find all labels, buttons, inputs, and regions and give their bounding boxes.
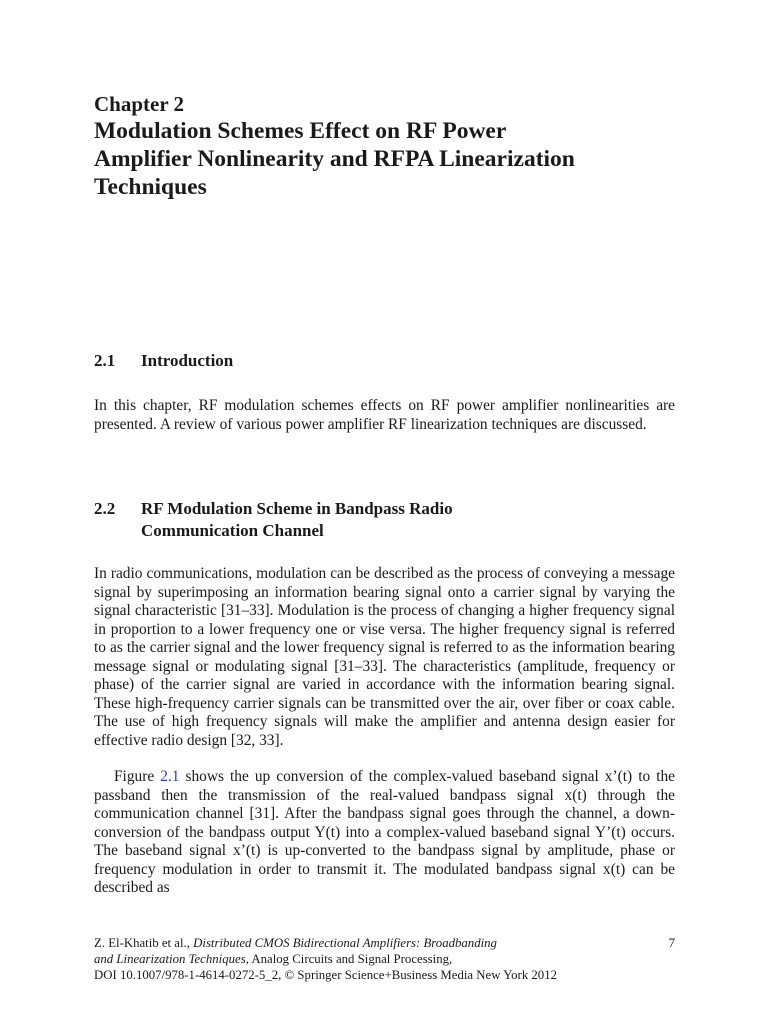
section-title-line: Communication Channel (141, 521, 324, 540)
paragraph-text: shows the up conversion of the complex-valued baseband signal x’(t) to the passband then the transmission of the real-valued bandpass signal x(t) through the communication channel [31]. After the bandpass signal goes through the channel, a down-conversion of the bandpass output Y(t) into a complex-valued baseband signal Y’(t) occurs. The baseband signal x’(t) is up-converted to the bandpass signal by amplitude, phase or frequency modulation in order to transmit it. The modulated bandpass signal x(t) can be described as (94, 768, 675, 896)
section-title-line: RF Modulation Scheme in Bandpass Radio (141, 499, 453, 518)
page-number: 7 (668, 936, 675, 950)
section-heading-introduction (94, 350, 233, 372)
footer-doi: DOI 10.1007/978-1-4614-0272-5_2, © Springer Science+Business Media New York 2012 (94, 968, 558, 982)
chapter-title-line: Amplifier Nonlinearity and RFPA Linearization (94, 146, 575, 172)
section-number: 2.2 (94, 499, 116, 518)
section-heading-rf-modulation (94, 498, 453, 542)
body-paragraph (94, 768, 675, 898)
chapter-title-line: Modulation Schemes Effect on RF Power (94, 118, 507, 144)
footer-book-title: Distributed CMOS Bidirectional Amplifiers: Broadbanding (193, 936, 497, 950)
body-paragraph: In radio communications, modulation can be described as the process of conveying a message signal by superimposing an information bearing signal onto a carrier signal by varying the signal characteristic [31–33]. Modulation is the process of changing a higher frequency signal in proportion to a lower frequency one or vise versa. The higher frequency signal is referred to as the carrier signal and the lower frequency signal is referred to as the information bearing message signal or modulating signal [31–33]. The characteristics (amplitude, frequency or phase) of the carrier signal are varied in accordance with the information bearing signal. These high-frequency carrier signals can be transmitted over the air, over fiber or coax cable. The use of high frequency signals will make the amplifier and antenna design easier for effective radio design [32, 33]. (94, 565, 675, 749)
chapter-label: Chapter 2 (94, 92, 185, 116)
footer-book-title: and Linearization Techniques (94, 952, 246, 966)
intro-paragraph: In this chapter, RF modulation schemes effects on RF power amplifier nonlinearities are presented. A review of various power amplifier RF linearization techniques are discussed. (94, 397, 675, 433)
chapter-title (94, 117, 694, 201)
footer-series: , Analog Circuits and Signal Processing, (245, 952, 453, 966)
chapter-title-line: Techniques (94, 174, 207, 200)
footer-authors: Z. El-Khatib et al., (94, 936, 194, 950)
footer-citation-line (94, 935, 675, 951)
figure-reference-link[interactable]: 2.1 (160, 768, 180, 785)
paragraph-text: Figure (114, 768, 161, 785)
page-footer (94, 935, 675, 983)
footer-citation-line (94, 951, 675, 967)
section-number: 2.1 (94, 351, 116, 370)
section-title: Introduction (141, 351, 234, 370)
